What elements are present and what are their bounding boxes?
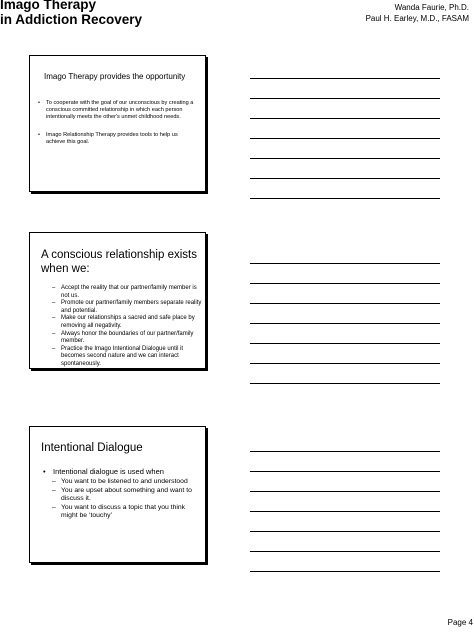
- dash-item: – Make our relationships a sacred and safe place by removing all negativity.: [52, 315, 202, 330]
- note-line: [250, 283, 440, 284]
- slide-title: Imago Therapy provides the opportunity: [44, 72, 186, 81]
- dash-item: – Accept the reality that our partner/family member is not us.: [52, 285, 202, 300]
- slide-title: A conscious relationship exists when we:: [41, 249, 197, 275]
- dash-item: – You want to discuss a topic that you think might be ‘touchy’: [52, 504, 202, 521]
- slide-1: [29, 55, 206, 192]
- note-line: [250, 98, 440, 99]
- note-line: [250, 78, 440, 79]
- author-block: [366, 3, 469, 24]
- dash-list: [52, 478, 202, 521]
- slide-3: [29, 426, 206, 563]
- note-line: [250, 471, 440, 472]
- note-line: [250, 343, 440, 344]
- dash-item: – Always honor the boundaries of our partner/family member.: [52, 331, 202, 346]
- bullet-dot-icon: •: [43, 467, 46, 476]
- note-line: [250, 263, 440, 264]
- note-line: [250, 383, 440, 384]
- page-number: Page 4: [447, 618, 473, 627]
- bullet-item: [43, 467, 206, 477]
- note-line: [250, 363, 440, 364]
- dash-item: – Practice the Imago Intentional Dialogue until it becomes second nature and we can interact spontaneously.: [52, 346, 202, 369]
- note-line: [250, 178, 440, 179]
- dash-list: [52, 285, 202, 369]
- bullet-list: [36, 100, 196, 157]
- dash-item: – Promote our partner/family members separate reality and potential.: [52, 300, 202, 315]
- note-line: [250, 118, 440, 119]
- document-title: [0, 0, 142, 27]
- slide-title: Intentional Dialogue: [41, 442, 143, 454]
- note-line: [250, 198, 440, 199]
- slide-2: [29, 232, 206, 369]
- note-line: [250, 511, 440, 512]
- note-line: [250, 323, 440, 324]
- bullet-item: • Imago Relationship Therapy provides tools to help us achieve this goal.: [36, 132, 196, 146]
- note-line: [250, 551, 440, 552]
- note-line: [250, 158, 440, 159]
- bullet-text: Intentional dialogue is used when: [53, 467, 164, 476]
- note-line: [250, 138, 440, 139]
- bullet-item: • To cooperate with the goal of our unconscious by creating a conscious committed relationship in which each person intentionally meets the other's unmet childhood needs.: [36, 100, 196, 121]
- author-name-1: Wanda Faurie, Ph.D.: [394, 3, 469, 12]
- dash-item: – You are upset about something and want to discuss it.: [52, 487, 202, 504]
- note-line: [250, 451, 440, 452]
- note-line: [250, 491, 440, 492]
- author-name-2: Paul H. Earley, M.D., FASAM: [365, 13, 469, 23]
- note-line: [250, 571, 440, 572]
- dash-item: – You want to be listened to and understood: [52, 478, 202, 487]
- document-title-line2: in Addiction Recovery: [0, 12, 143, 27]
- document-title-line1: Imago Therapy: [0, 0, 97, 12]
- note-line: [250, 531, 440, 532]
- note-line: [250, 303, 440, 304]
